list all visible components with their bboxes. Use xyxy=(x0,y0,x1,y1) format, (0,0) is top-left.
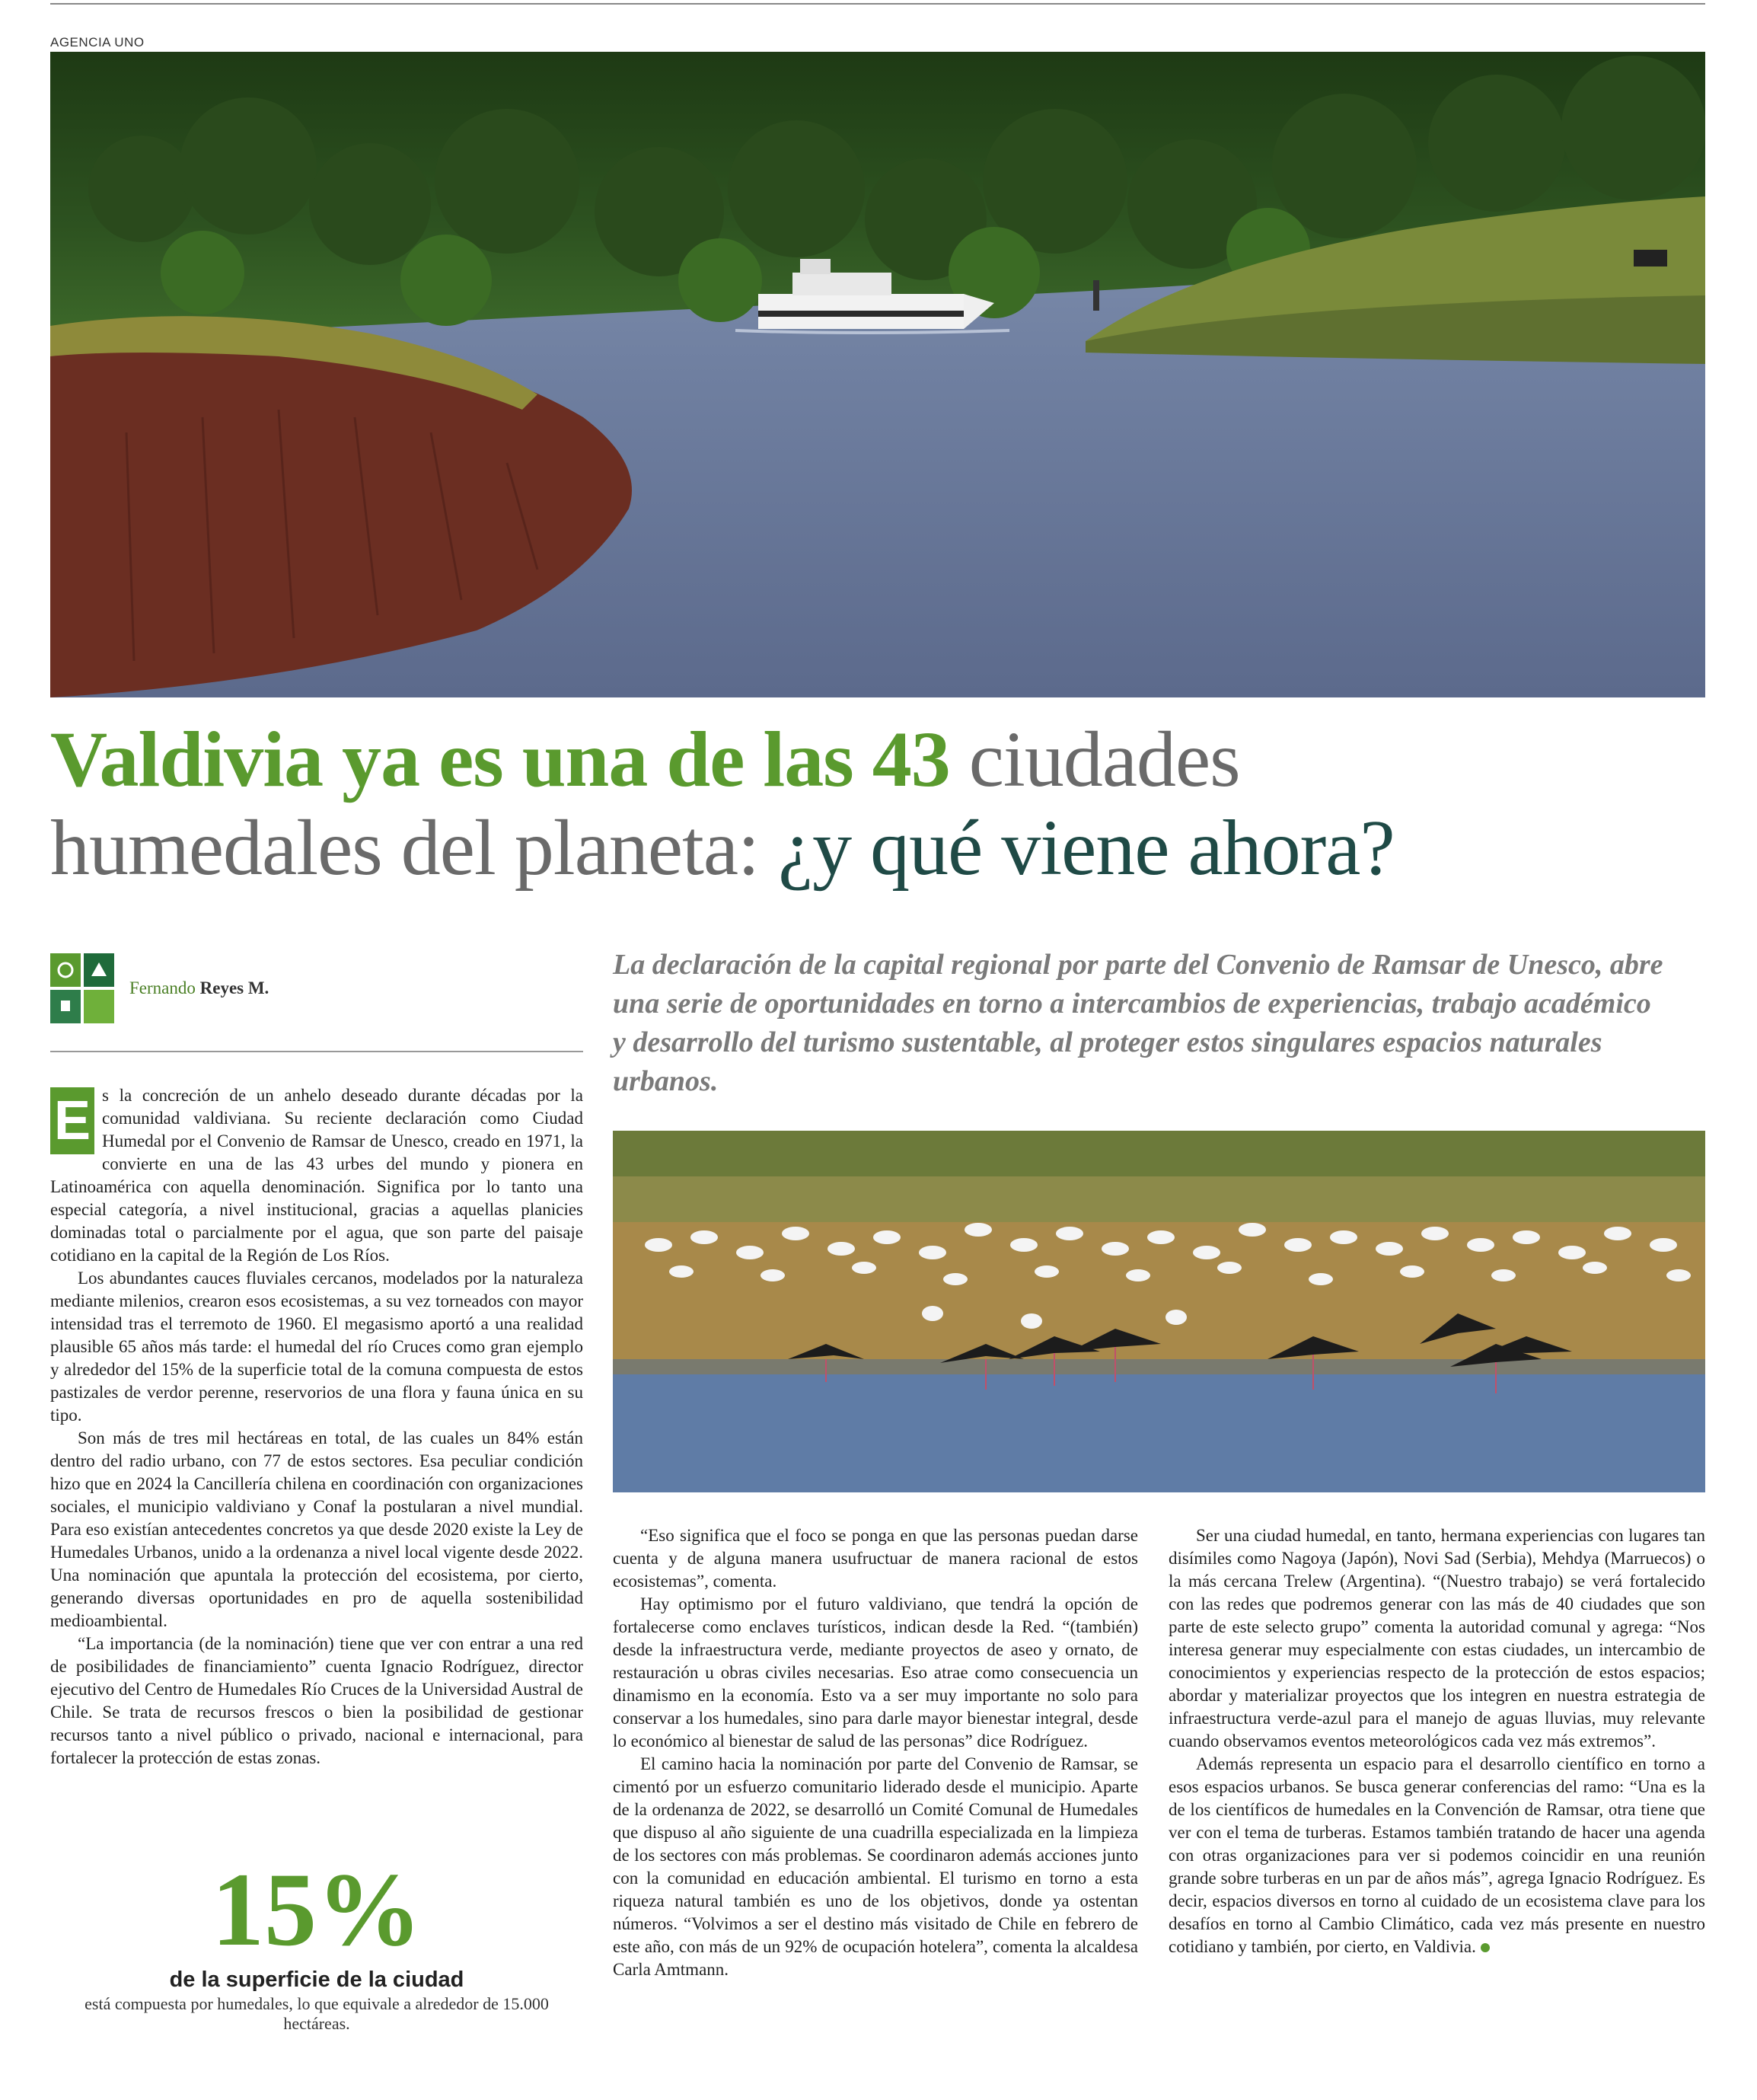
paragraph: Además representa un espacio para el desarrollo científico en torno a esos espacios urbanos. Se busca generar conferencias del ramo: “Una es la de los científicos de humedales en la Convención de Ramsar, otra tiene que ver con el tema de turberas. Estamos también tratando de hacer una agenda con otras organizaciones para ver si podemos coincidir en una reunión grande sobre turberas en un par de años más”, agrega Ignacio Rodríguez. Es decir, espacios diversos en torno al cuidado de un ecosistema clave para los desafíos en torno al Cambio Climático, cada vez más presente en nuestro cotidiano y también, por cierto, en Valdivia. xyxy=(1169,1754,1705,1956)
byline-divider xyxy=(50,1051,583,1052)
paragraph: “Eso significa que el foco se ponga en que las personas puedan darse cuenta y de alguna manera usufructuar de manera racional de estos ecosistemas”, comenta. xyxy=(613,1526,1138,1591)
body-column-3 xyxy=(1169,1524,1705,1958)
body-column-2 xyxy=(613,1524,1138,1981)
river-boat-illustration xyxy=(50,52,1705,697)
photo-credit: AGENCIA UNO xyxy=(50,35,145,49)
headline xyxy=(50,716,1710,892)
river-boat-photo xyxy=(50,52,1705,697)
birds-illustration xyxy=(613,1131,1705,1492)
headline-highlight: Valdivia ya es una de las 43 xyxy=(50,716,950,803)
section-logo-icon xyxy=(50,953,114,1023)
paragraph: Son más de tres mil hectáreas en total, de las cuales un 84% están dentro del radio urbano, con 77 de estos sectores. Esa peculiar condición hizo que en 2024 la Cancillería chilena en coordinación con organizaciones sociales, el municipio valdiviano y Conaf la postularan a nivel mundial. Para eso existían antecedentes concretos ya que desde 2020 existe la Ley de Humedales Urbanos, unido a la ordenanza a nivel local vigente desde 2022. Una nominación que apuntala la protección del ecosistema, por cierto, generando diversas oportunidades en pro de aquella sostenibilidad medioambiental. xyxy=(50,1428,583,1630)
end-mark-icon xyxy=(1481,1943,1490,1952)
body-column-1 xyxy=(50,1084,583,1770)
headline-part-1: ciudades xyxy=(968,716,1240,803)
stat-label: de la superficie de la ciudad xyxy=(169,1968,464,1992)
stat-description: está compuesta por humedales, lo que equivale a alrededor de 15.000 hectáreas. xyxy=(85,1994,549,2033)
paragraph: Hay optimismo por el futuro valdiviano, que tendrá la opción de fortalecerse como enclaves turísticos, indican desde la Red. “(también) desde la infraestructura verde, mediante proyectos de aseo y ornato, de restauración u obras civiles necesarias. Eso atrae como consecuencia un dinamismo en la economía. Esto va a ser muy importante no solo para conservar a los humedales, sino para darle mayor bienestar integral, desde lo económico al bienestar de salud de las personas” dice Rodríguez. xyxy=(613,1594,1138,1751)
stat-callout xyxy=(50,1851,583,2034)
lede: La declaración de la capital regional por parte del Convenio de Ramsar de Unesco, abre una serie de oportunidades en torno a intercambios de experiencias, trabajo académico y desarrollo del turismo sustentable, al proteger estos singulares espacios naturales urbanos. xyxy=(613,949,1663,1097)
stat-number: 15% xyxy=(212,1851,422,1968)
headline-part-2: humedales del planeta: xyxy=(50,804,759,892)
paragraph: Ser una ciudad humedal, en tanto, hermana experiencias con lugares tan disímiles como Nagoya (Japón), Novi Sad (Serbia), Mehdya (Marruecos) o la más cercana Trelew (Argentina). “(Nuestro trabajo) se verá fortalecido con las redes que podremos generar con las más de 40 ciudades que son parte de este selecto grupo” comenta la autoridad comunal y agrega: “Nos interesa generar muy especialmente con estas ciudades, un intercambio de conocimientos y experiencias respecto de la protección de estos espacios; abordar y materializar proyectos que los integren en nuestra estrategia de infraestructura verde-azul para el manejo de aguas lluvias, muy relevante cuando observamos eventos meteorológicos cada vez más extremos”. xyxy=(1169,1526,1705,1751)
headline-question: ¿y qué viene ahora? xyxy=(777,804,1395,892)
paragraph: El camino hacia la nominación por parte del Convenio de Ramsar, se cimentó por un esfuerzo comunitario liderado desde el municipio. Aparte de la ordenanza de 2022, se desarrolló un Comité Comunal de Humedales que dispuso al año siguiente de una cuadrilla especializada en la limpieza de los sectores con más problemas. Se coordinaron además acciones junto con la comunidad en educación ambiental. El turismo en torno a esta riqueza natural también es uno de los objetivos, donde ya ostentan números. “Volvimos a ser el destino más visitado de Chile en febrero de este año, con más de un 92% de ocupación hotelera”, comenta la alcaldesa Carla Amtmann. xyxy=(613,1754,1138,1979)
birds-wetland-photo xyxy=(613,1131,1705,1492)
author-name: Fernando Reyes M. xyxy=(129,978,269,997)
top-rule xyxy=(50,3,1705,5)
paragraph: E s la concreción de un anhelo deseado durante décadas por la comunidad valdiviana. Su reciente declaración como Ciudad Humedal por el Convenio de Ramsar de Unesco, creado en 1971, la convierte en una de las 43 urbes del mundo y pionera en Latinoamérica con aquella denominación. Significa por lo tanto una especial categoría, a nivel institucional, gracias a aquellas planicies dominadas total o parcialmente por el agua, que son parte del paisaje cotidiano en la capital de la Región de Los Ríos. xyxy=(50,1086,583,1265)
paragraph: Los abundantes cauces fluviales cercanos, modelados por la naturaleza mediante milenios, crearon esos ecosistemas, a su vez torneados con mayor intensidad tras el terremoto de 1960. El megasismo aportó a una realidad plausible 65 años más tarde: el humedal del río Cruces como gran ejemplo y alrededor del 15% de la superficie total de la comuna compuesta de estos pastizales de verdor perenne, reservorios de una flora y fauna única en su tipo. xyxy=(50,1269,583,1425)
drop-cap: E xyxy=(50,1087,94,1154)
paragraph: “La importancia (de la nominación) tiene que ver con entrar a una red de posibilidades de financiamiento” cuenta Ignacio Rodríguez, director ejecutivo del Centro de Humedales Río Cruces de la Universidad Austral de Chile. Se trata de recursos frescos o bien la posibilidad de gestionar recursos tanto a nivel público o privado, nacional e internacional, para fortalecer la protección de estas zonas. xyxy=(50,1634,583,1767)
byline xyxy=(50,953,269,1023)
